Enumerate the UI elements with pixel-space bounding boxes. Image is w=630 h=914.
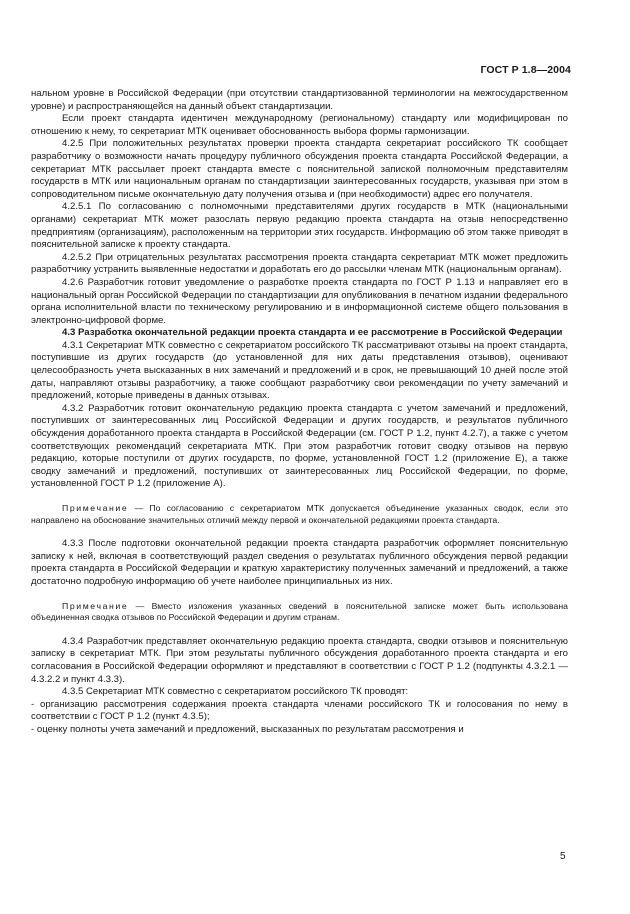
note-2 bbox=[31, 601, 568, 624]
paragraph-4-2-5-1: 4.2.5.1 По согласованию с полномочными представителями других государств в МТК (национальными органами) секретариат МТК может разослать первую редакцию проекта стандарта на отзыв непосредственно предприятиям (организациям), расположенным на территории этих государств. Информацию об этом также приводят в пояснительной записке к проекту стандарта. bbox=[31, 201, 568, 251]
page-number: 5 bbox=[560, 851, 566, 862]
note-label: Примечание bbox=[62, 503, 129, 513]
section-heading-4-3: 4.3 Разработка окончательной редакции проекта стандарта и ее рассмотрение в Российской Федерации bbox=[62, 327, 563, 339]
paragraph-4-3-5: 4.3.5 Секретариат МТК совместно с секретариатом российского ТК проводят: bbox=[62, 686, 409, 698]
document-id-header: ГОСТ Р 1.8—2004 bbox=[480, 64, 571, 76]
list-item: - организацию рассмотрения содержания проекта стандарта членами российского ТК и голосования по нему в соответствии с ГОСТ Р 1.2 (пункт 4.3.5); bbox=[31, 698, 568, 723]
paragraph-4-2-5: 4.2.5 При положительных результатах проверки проекта стандарта секретариат российского ТК сообщает разработчику о возможности начать процедуру публичного обсуждения проекта стандарта Российской Федерации, а секретариат МТК рассылает проект стандарта вместе с пояснительной запиской полномочным представителям государств в МТК или национальным органам по стандартизации заинтересованных государств, указывая при этом в сопроводительном письме окончательную дату получения отзыва и (при необходимости) адрес его получателя. bbox=[31, 138, 568, 200]
list-item: - оценку полноты учета замечаний и предложений, высказанных по результатам рассмотрения и bbox=[31, 723, 464, 735]
paragraph-4-2-6: 4.2.6 Разработчик готовит уведомление о разработке проекта стандарта по ГОСТ Р 1.13 и направляет его в национальный орган Российской Федерации по стандартизации для опубликования в печатном издании федерального органа исполнительной власти по техническому регулированию и в информационной системе общего пользования в электронно-цифровой форме. bbox=[31, 276, 568, 326]
paragraph: нальном уровне в Российской Федерации (при отсутствии стандартизованной терминологии на межгосударственном уровне) и распространяющейся на данный объект стандартизации. bbox=[31, 88, 568, 112]
note-text: — Вместо изложения указанных сведений в пояснительной записке может быть использована объединенная сводка отзывов по Российской Федерации и другим странам. bbox=[31, 600, 568, 623]
paragraph-4-3-2: 4.3.2 Разработчик готовит окончательную редакцию проекта стандарта с учетом замечаний и предложений, поступивших от заинтересованных лиц Российской Федерации и других государств, и результатов публичного обсуждения доработанного проекта стандарта в Российской Федерации (см. ГОСТ Р 1.2, пункт 4.2.7), а также с учетом соответствующих рекомендаций секретариата МТК. При этом разработчик готовит сводку отзывов на первую редакцию, которые поступили от других государств, по форме, установленной ГОСТ 1.2 (приложение Е), а также сводку замечаний и предложений, поступивших от заинтересованных лиц Российской Федерации, по форме, установленной ГОСТ Р 1.2 (приложение А). bbox=[31, 402, 568, 490]
paragraph-4-3-4: 4.3.4 Разработчик представляет окончательную редакцию проекта стандарта, сводки отзывов и пояснительную записку в секретариат МТК. При этом результаты публичного обсуждения доработанного проекта стандарта и его согласования в Российской Федерации оформляют и представляют в соответствии с ГОСТ Р 1.2 (подпункты 4.3.2.1 — 4.3.2.2 и пункт 4.3.3). bbox=[31, 635, 568, 685]
paragraph-4-3-1: 4.3.1 Секретариат МТК совместно с секретариатом российского ТК рассматривают отзывы на проект стандарта, поступившие из других государств (до установленной для них даты представления отзывов), оценивают целесообразность учета высказанных в них замечаний и предложений и в срок, не превышающий 10 дней после этой даты, направляют отзывы разработчику, а также сообщают разработчику свои рекомендации по учету замечаний и предложений, которые приведены в данных отзывах. bbox=[31, 339, 568, 402]
note-text: — По согласованию с секретариатом МТК допускается объединение указанных сводок, если это направлено на обоснование значительных отличий между первой и окончательной редакциями проекта стандарта. bbox=[31, 503, 568, 525]
note-1 bbox=[31, 503, 568, 526]
paragraph: Если проект стандарта идентичен международному (региональному) стандарту или модифицирован по отношению к нему, то секретариат МТК оценивает обоснованность выбора формы гармонизации. bbox=[31, 113, 568, 137]
document-body bbox=[31, 88, 568, 737]
paragraph-4-3-3: 4.3.3 После подготовки окончательной редакции проекта стандарта разработчик оформляет пояснительную записку к ней, включая в соответствующий раздел сведения о результатах публичного обсуждения первой редакции проекта стандарта в Российской Федерации и краткую характеристику полученных замечаний и предложений, а также достаточно подробную информацию об учете наиболее принципиальных из них. bbox=[31, 538, 568, 587]
note-label: Примечание bbox=[62, 600, 129, 611]
paragraph-4-2-5-2: 4.2.5.2 При отрицательных результатах рассмотрения проекта стандарта секретариат МТК может предложить разработчику устранить выявленные недостатки и доработать его до рассылки членам МТК (национальным органам). bbox=[31, 251, 568, 276]
